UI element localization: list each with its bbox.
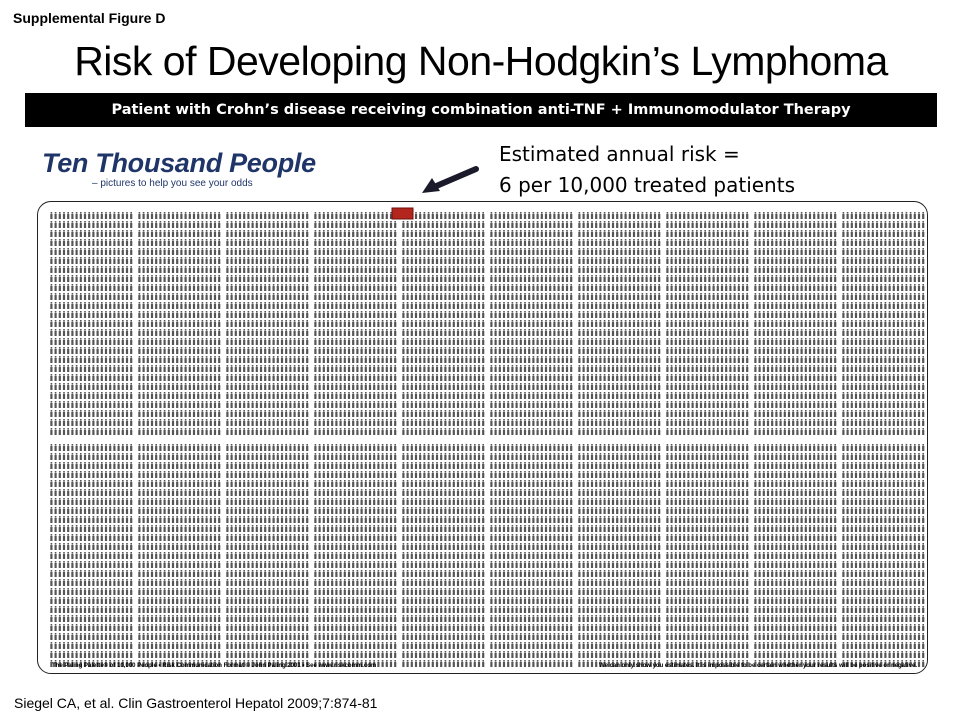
people-block-5 [754,212,924,435]
risk-suffix: treated patients [627,173,795,197]
footer-right: We can only show you estimates. It is impossible to be certain whether your results will be positive or negative. [599,663,917,669]
people-block-2 [226,212,396,435]
figure-heading: Ten Thousand People [42,148,316,178]
risk-line-1: Estimated annual risk = [499,142,740,166]
risk-line-2 [499,170,795,201]
pictograph-panel [37,201,928,674]
citation: Siegel CA, et al. Clin Gastroenterol Hepatol 2009;7:874-81 [14,695,378,711]
supplemental-label: Supplemental Figure D [13,10,166,26]
people-block-9 [578,444,748,667]
page-title: Risk of Developing Non-Hodgkin’s Lymphoma [74,38,888,84]
risk-callout [499,139,795,201]
footer-left: The Paling Palette® of 10,000 People • Risk Communication Format © John Paling 2001 • See www.riskcomm.com [52,663,377,669]
people-block-10 [754,444,924,667]
risk-denominator: 10,000 [557,173,628,197]
people-block-3 [402,212,572,435]
pictograph-grid [38,202,927,673]
subtitle-banner: Patient with Crohn’s disease receiving combination anti-TNF + Immunomodulator Therapy [25,93,937,127]
risk-count: 6 [499,173,512,197]
affected-people-marker [392,208,413,219]
people-block-1 [50,212,220,435]
people-block-7 [226,444,396,667]
risk-per: per [511,173,558,197]
people-block-6 [50,444,220,667]
pointer-arrow-icon [420,166,480,196]
people-block-4 [578,212,748,435]
people-block-8 [402,444,572,667]
figure-subheading: – pictures to help you see your odds [92,178,253,189]
